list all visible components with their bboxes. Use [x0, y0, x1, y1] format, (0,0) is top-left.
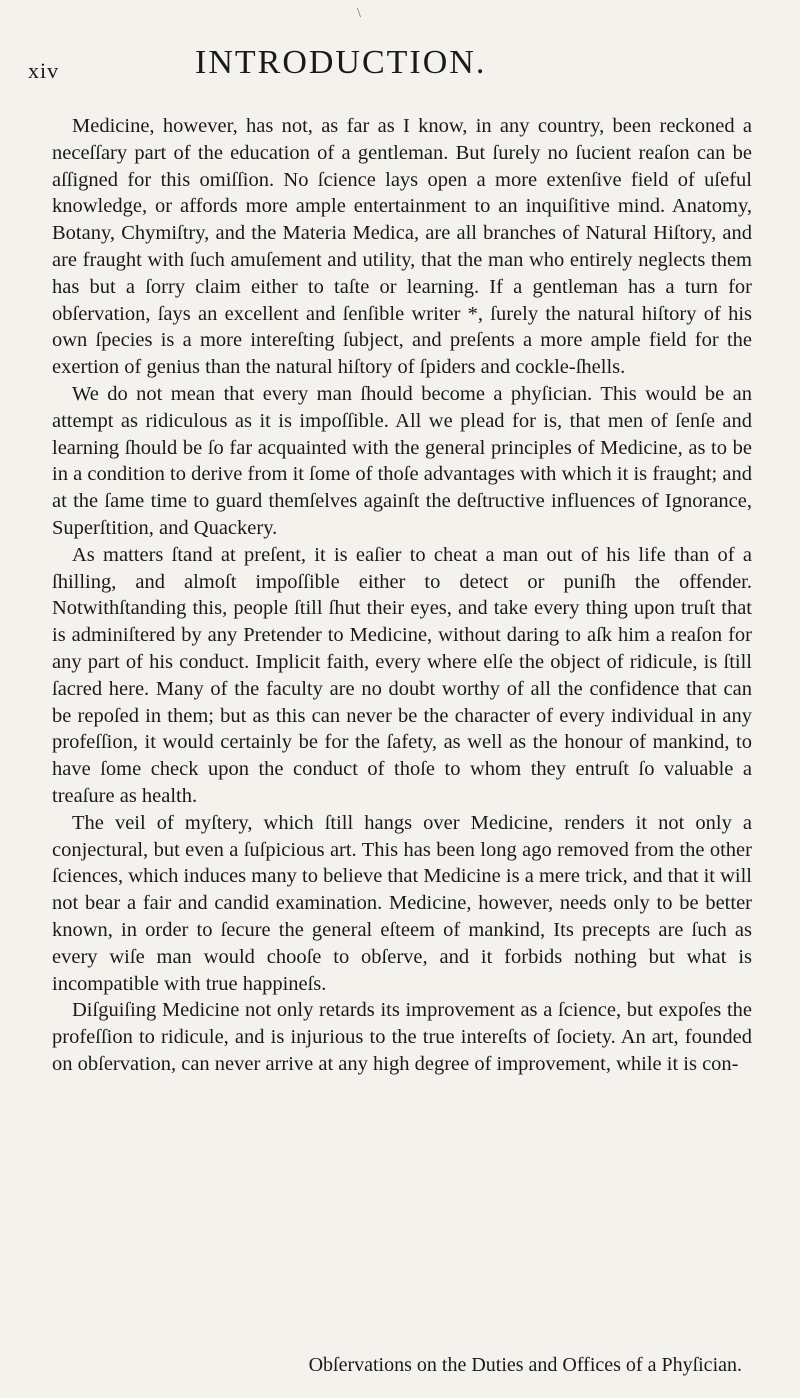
footnote-catchline: Obſervations on the Duties and Offices of a Phyſician. [308, 1354, 742, 1376]
body-text [52, 113, 752, 1078]
paragraph: We do not mean that every man ſhould become a phyſician. This would be an attempt as ridiculous as it is impoſſible. All we plead for is, that men of ſenſe and learning ſhould be ſo far acquainted with the general principles of Medicine, as to be in a condition to derive from it ſome of thoſe advantages with which it is fraught; and at the ſame time to guard themſelves againſt the deſtructive influences of Ignorance, Superſtition, and Quackery. [52, 382, 752, 539]
page-number: xiv [28, 58, 60, 83]
running-title: INTRODUCTION. [195, 44, 487, 81]
paragraph: As matters ſtand at preſent, it is eaſier to cheat a man out of his life than of a ſhilling, and almoſt impoſſible either to detect or puniſh the offender. Notwithſtanding this, people ſtill ſhut their eyes, and take every thing upon truſt that is adminiſtered by any Pretender to Medicine, without daring to aſk him a reaſon for any part of his conduct. Implicit faith, every where elſe the object of ridicule, is ſtill ſacred here. Many of the faculty are no doubt worthy of all the confidence that can be repoſed in them; but as this can never be the character of every individual in any profeſſion, it would certainly be for the ſafety, as well as the honour of mankind, to have ſome check upon the conduct of thoſe to whom they entruſt ſo valuable a treaſure as health. [52, 543, 752, 807]
running-head [0, 44, 800, 84]
paragraph: Diſguiſing Medicine not only retards its improvement as a ſcience, but expoſes the profeſſion to ridicule, and is injurious to the true intereſts of ſociety. An art, founded on obſervation, can never arrive at any high degree of improvement, while it is con- [52, 999, 752, 1075]
signature-mark: \ [357, 6, 361, 21]
paragraph: Medicine, however, has not, as far as I know, in any country, been reckoned a neceſſary part of the education of a gentleman. But ſurely no ſucient reaſon can be aſſigned for this omiſſion. No ſcience lays open a more extenſive field of uſeful knowledge, or affords more ample entertainment to an inquiſitive mind. Anatomy, Botany, Chymiſtry, and the Materia Medica, are all branches of Natural Hiſtory, and are fraught with ſuch amuſement and utility, that the man who entirely neglects them has but a ſorry claim either to taſte or learning. If a gentleman has a turn for obſervation, ſays an excellent and ſenſible writer *, ſurely the natural hiſtory of his own ſpecies is a more intereſting ſubject, and preſents a more ample field for the exertion of genius than the natural hiſtory of ſpiders and cockle-ſhells. [52, 115, 752, 379]
paragraph: The veil of myſtery, which ſtill hangs over Medicine, renders it not only a conjectural, but even a ſuſpicious art. This has been long ago removed from the other ſciences, which induces many to believe that Medicine is a mere trick, and that it will not bear a fair and candid examination. Medicine, however, needs only to be better known, in order to ſecure the general eſteem of mankind, Its precepts are ſuch as every wiſe man would chooſe to obſerve, and it forbids nothing but what is incompatible with true happineſs. [52, 811, 752, 995]
